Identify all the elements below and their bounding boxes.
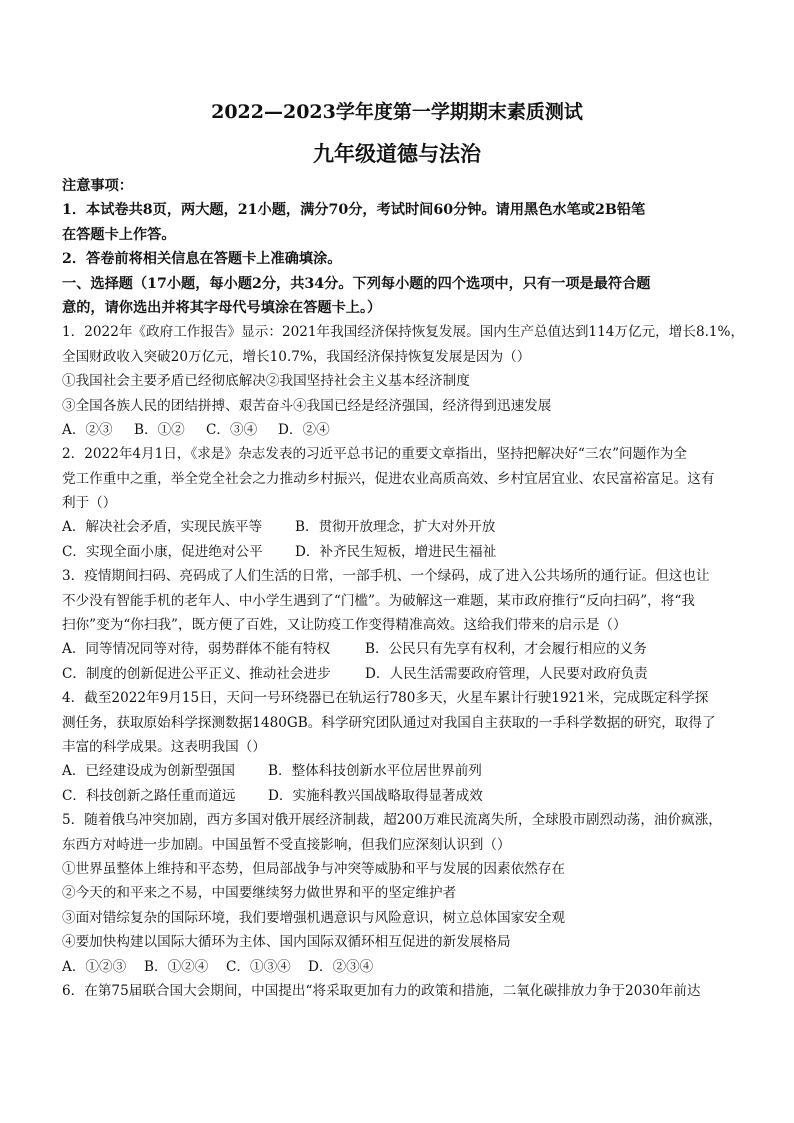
option-b: B．公民只有先享有权利，才会履行相应的义务 — [365, 641, 647, 658]
question-stem: 利于（） — [62, 495, 117, 512]
question-options — [62, 784, 754, 808]
option-b: B．①②④ — [144, 958, 209, 975]
option-a: A．已经建设成为创新型强国 — [62, 763, 235, 780]
option-a: A．解决社会矛盾，实现民族平等 — [62, 519, 263, 536]
option-c: C．实现全面小康，促进绝对公平 — [62, 543, 263, 560]
notice-line: 在答题卡上作答。 — [62, 226, 176, 243]
question-stem: 全国财政收入突破20万亿元，增长10.7%，我国经济保持恢复发展是因为（） — [62, 348, 531, 365]
question-options — [62, 955, 754, 979]
exam-content — [62, 174, 754, 1003]
question-stem: 丰富的科学成果。这表明我国（） — [62, 738, 266, 755]
option-b: B．贯彻开放理念，扩大对外开放 — [295, 519, 496, 536]
option-b: B．①② — [134, 421, 185, 438]
question-stem: 5．随着俄乌冲突加剧，西方多国对俄开展经济制裁，超200万难民流离失所，全球股市剧烈动荡，油价疯涨， — [62, 812, 722, 829]
question-item: ①世界虽整体上维持和平态势，但局部战争与冲突等威胁和平与发展的因素依然存在 — [62, 860, 565, 877]
option-d: D．补齐民生短板，增进民生福祉 — [295, 543, 497, 560]
option-c: C．①③④ — [226, 958, 291, 975]
question-stem: 扫你”变为“你扫我”，既方便了百姓，又让防疫工作变得精准高效。这给我们带来的启示是（） — [62, 617, 627, 634]
question-stem: 东西方对峙进一步加剧。中国虽暂不受直接影响，但我们应深刻认识到（） — [62, 836, 511, 853]
question-stem: 党工作重中之重，举全党全社会之力推动乡村振兴，促进农业高质高效、乡村宜居宜业、农民富裕富足。这有 — [62, 470, 715, 487]
page-subtitle: 九年级道德与法治 — [313, 141, 481, 166]
section-heading: 意的，请你选出并将其字母代号填涂在答题卡上。） — [62, 299, 382, 316]
option-a: A．①②③ — [62, 958, 127, 975]
question-stem: 6．在第75届联合国大会期间，中国提出“将采取更加有力的政策和措施，二氧化碳排放力争于2030年前达 — [62, 982, 701, 999]
question-item: ②今天的和平来之不易，中国要继续努力做世界和平的坚定维护者 — [62, 885, 457, 902]
question-options — [62, 637, 754, 661]
notice-line: 1．本试卷共8页，两大题，21小题，满分70分，考试时间60分钟。请用黑色水笔或2B铅笔 — [62, 202, 646, 219]
question-item: ③全国各族人民的团结拼搏、艰苦奋斗④我国已经是经济强国，经济得到迅速发展 — [62, 397, 552, 414]
question-stem: 不少没有智能手机的老年人、中小学生遇到了“门槛”。为破解这一难题，某市政府推行“反向扫码”，将“我 — [62, 592, 695, 609]
question-stem: 3．疫情期间扫码、亮码成了人们生活的日常，一部手机、一个绿码，成了进入公共场所的通行证。但这也让 — [62, 568, 710, 585]
question-options — [62, 759, 754, 783]
option-c: C．制度的创新促进公平正义、推动社会进步 — [62, 665, 331, 682]
notice-line: 2．答卷前将相关信息在答题卡上准确填涂。 — [62, 251, 342, 268]
option-d: D．②③④ — [308, 958, 374, 975]
question-item: ①我国社会主要矛盾已经彻底解决②我国坚持社会主义基本经济制度 — [62, 373, 470, 390]
option-a: A．②③ — [62, 421, 113, 438]
question-item: ③面对错综复杂的国际环境，我们要增强机遇意识与风险意识，树立总体国家安全观 — [62, 909, 565, 926]
option-c: C．科技创新之路任重而道远 — [62, 787, 236, 804]
section-heading: 一、选择题（17小题，每小题2分，共34分。下列每小题的四个选项中，只有一项是最符合题 — [62, 275, 651, 292]
page-title: 2022—2023学年度第一学期期末素质测试 — [211, 101, 583, 123]
option-d: D．实施科教兴国战略取得显著成效 — [268, 787, 483, 804]
notice-heading: 注意事项： — [62, 178, 133, 194]
question-stem: 2．2022年4月1日，《求是》杂志发表的习近平总书记的重要文章指出，坚持把解决好“三农”问题作为全 — [62, 446, 687, 463]
question-stem: 测任务，获取原始科学探测数据1480GB。科学研究团队通过对我国自主获取的一手科学数据的研究，取得了 — [62, 714, 716, 731]
question-options — [62, 418, 754, 442]
question-options — [62, 540, 754, 564]
question-stem: 1．2022年《政府工作报告》显示：2021年我国经济保持恢复发展。国内生产总值达到114万亿元，增长8.1%， — [62, 324, 745, 341]
option-b: B．整体科技创新水平位居世界前列 — [268, 763, 482, 780]
question-options — [62, 515, 754, 539]
option-c: C．③④ — [206, 421, 258, 438]
question-item: ④要加快构建以国际大循环为主体、国内国际双循环相互促进的新发展格局 — [62, 934, 511, 951]
option-d: D．人民生活需要政府管理，人民要对政府负责 — [365, 665, 648, 682]
question-stem: 4．截至2022年9月15日，天问一号环绕器已在轨运行780多天，火星车累计行驶1921米，完成既定科学探 — [62, 690, 709, 707]
option-d: D．②④ — [278, 421, 330, 438]
option-a: A．同等情况同等对待，弱势群体不能有特权 — [62, 641, 331, 658]
question-options — [62, 662, 754, 686]
